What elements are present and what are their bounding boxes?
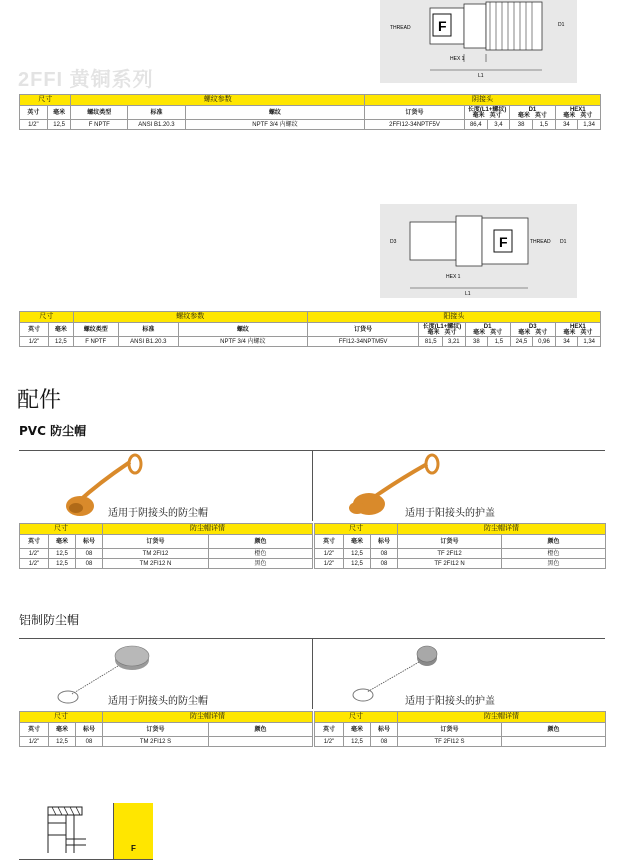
female-l1-label: L1 (478, 73, 484, 79)
cell-inch: 1/2" (315, 559, 344, 569)
col-d1-mm: 毫米 (473, 329, 486, 336)
col-hex-mm: 毫米 (563, 112, 576, 119)
group-size: 尺寸 (20, 524, 103, 535)
cell-thread-type: F NPTF (73, 337, 118, 347)
group-thread: 螺纹参数 (73, 312, 307, 323)
female-column-header-row (20, 106, 601, 120)
cell-color: 黑色 (502, 559, 606, 569)
table-row (315, 559, 606, 569)
col-hex-title: HEX1 (570, 323, 586, 330)
group-size: 尺寸 (20, 95, 71, 106)
cell-len-mm: 86,4 (464, 120, 487, 130)
col-length-in: 英寸 (444, 329, 457, 336)
group-size: 尺寸 (20, 712, 103, 723)
col-length-mm: 毫米 (472, 112, 485, 119)
cell-hex-mm: 34 (555, 120, 578, 130)
cell-mm: 12,5 (48, 337, 73, 347)
cell-d1-in: 1,5 (532, 120, 555, 130)
col-length-title: 长度(L1+螺纹) (467, 106, 507, 113)
col-d1 (510, 106, 555, 120)
series-title: 2FFI 黄铜系列 (18, 69, 154, 91)
col-d3 (510, 323, 555, 337)
cell-thread: NPTF 3/4 内螺纹 (178, 337, 307, 347)
male-coupler-drawing (380, 204, 577, 298)
col-order: 订货号 (398, 535, 502, 549)
col-d3-title: D3 (528, 323, 537, 330)
col-hex (555, 106, 600, 120)
cell-color (209, 737, 313, 747)
alu-left-caption: 适用于阴接头的防尘帽 (108, 696, 208, 707)
col-order: 订货号 (307, 323, 419, 337)
col-length (419, 323, 465, 337)
col-mm: 毫米 (344, 535, 371, 549)
footer-rule (19, 859, 153, 860)
cell-mm: 12,5 (344, 559, 371, 569)
table-row (315, 737, 606, 747)
cell-standard: ANSI B1.20.3 (128, 120, 186, 130)
female-thread-label: THREAD (390, 25, 411, 31)
cell-inch: 1/2" (20, 559, 49, 569)
col-mm: 毫米 (47, 106, 71, 120)
pvc-left-group-row (20, 524, 313, 535)
cell-code: 08 (76, 559, 103, 569)
cell-order: TF 2FI12 (398, 549, 502, 559)
group-thread: 螺纹参数 (71, 95, 365, 106)
cell-color: 黑色 (209, 559, 313, 569)
cell-order: TF 2FI12 N (398, 559, 502, 569)
col-thread: 螺纹 (185, 106, 364, 120)
female-group-header-row (20, 95, 601, 106)
alu-male-cover-table (314, 711, 606, 747)
group-size: 尺寸 (315, 524, 398, 535)
cell-mm: 12,5 (49, 549, 76, 559)
col-thread-type: 螺纹类型 (71, 106, 128, 120)
male-group-header-row (20, 312, 601, 323)
alu-right-group-row (315, 712, 606, 723)
cell-mm: 12,5 (49, 559, 76, 569)
male-l1-label: L1 (465, 291, 471, 297)
col-inch: 英寸 (315, 535, 344, 549)
cell-hex-in: 1,34 (578, 337, 601, 347)
col-d1-in: 英寸 (490, 329, 503, 336)
col-order: 订货号 (103, 535, 209, 549)
col-color: 颜色 (209, 723, 313, 737)
male-coupler-diagram (380, 204, 577, 298)
accessories-heading: 配件 (17, 388, 62, 413)
col-code: 标号 (371, 535, 398, 549)
col-color: 颜色 (502, 535, 606, 549)
thread-section-icon (44, 805, 88, 857)
cell-hex-in: 1,34 (578, 120, 601, 130)
cell-d3-in: 0,96 (533, 337, 556, 347)
cell-code: 08 (371, 737, 398, 747)
col-hex-in: 英寸 (580, 329, 593, 336)
col-hex-mm: 毫米 (563, 329, 576, 336)
female-coupler-table (19, 94, 601, 130)
col-order: 订货号 (398, 723, 502, 737)
male-hex-label: HEX 1 (446, 274, 461, 280)
cell-len-mm: 81,5 (419, 337, 443, 347)
cell-len-in: 3,4 (487, 120, 510, 130)
cell-thread: NPTF 3/4 内螺纹 (185, 120, 364, 130)
col-length (464, 106, 509, 120)
table-row (20, 120, 601, 130)
male-thread-label: THREAD (530, 239, 551, 245)
col-inch: 英寸 (315, 723, 344, 737)
cell-mm: 12,5 (47, 120, 71, 130)
male-coupler-table (19, 311, 601, 347)
cell-inch: 1/2" (20, 737, 49, 747)
female-hex-label: HEX 1 (450, 56, 465, 62)
group-coupler: 阴接头 (365, 95, 601, 106)
col-mm: 毫米 (49, 723, 76, 737)
male-d3-label: D3 (390, 239, 397, 245)
legend-f-box (114, 803, 153, 859)
table-row (315, 549, 606, 559)
group-details: 防尘帽详情 (398, 712, 606, 723)
cell-code: 08 (371, 549, 398, 559)
pvc-right-group-row (315, 524, 606, 535)
group-details: 防尘帽详情 (103, 712, 313, 723)
cell-order: FFI12-34NPTM5V (307, 337, 419, 347)
cell-code: 08 (371, 559, 398, 569)
cell-d3-mm: 24,5 (510, 337, 533, 347)
pvc-right-header-row (315, 535, 606, 549)
male-column-header-row (20, 323, 601, 337)
cell-color: 橙色 (209, 549, 313, 559)
cell-mm: 12,5 (344, 737, 371, 747)
alu-left-group-row (20, 712, 313, 723)
cell-code: 08 (76, 737, 103, 747)
pvc-male-cover-table (314, 523, 606, 569)
col-standard: 标准 (128, 106, 186, 120)
col-hex (555, 323, 600, 337)
col-thread-type: 螺纹类型 (73, 323, 118, 337)
female-coupler-drawing (380, 0, 577, 83)
col-length-title: 长度(L1+螺纹) (422, 323, 462, 330)
group-size: 尺寸 (315, 712, 398, 723)
col-mm: 毫米 (344, 723, 371, 737)
cell-mm: 12,5 (344, 549, 371, 559)
group-coupler: 阳接头 (307, 312, 600, 323)
alu-heading: 铝制防尘帽 (19, 613, 80, 627)
col-code: 标号 (76, 723, 103, 737)
cell-inch: 1/2" (315, 549, 344, 559)
col-d1-title: D1 (483, 323, 492, 330)
cell-standard: ANSI B1.20.3 (118, 337, 178, 347)
male-letter-f: F (499, 234, 508, 250)
col-d1 (465, 323, 510, 337)
cell-code: 08 (76, 549, 103, 559)
pvc-heading: PVC 防尘帽 (19, 424, 87, 438)
col-order: 订货号 (365, 106, 465, 120)
col-d3-in: 英寸 (535, 329, 548, 336)
cell-inch: 1/2" (315, 737, 344, 747)
alu-right-header-row (315, 723, 606, 737)
alu-divider (312, 638, 313, 709)
col-inch: 英寸 (20, 723, 49, 737)
table-row (20, 559, 313, 569)
cell-len-in: 3,21 (443, 337, 466, 347)
col-color: 颜色 (502, 723, 606, 737)
col-hex-title: HEX1 (569, 106, 586, 113)
pvc-right-caption: 适用于阳接头的护盖 (405, 508, 495, 519)
group-details: 防尘帽详情 (103, 524, 313, 535)
cell-color (502, 737, 606, 747)
female-letter-f: F (438, 18, 447, 34)
cell-inch: 1/2" (20, 549, 49, 559)
col-d1-mm: 毫米 (517, 112, 530, 119)
cell-inch: 1/2" (20, 120, 48, 130)
cell-inch: 1/2" (20, 337, 49, 347)
cell-mm: 12,5 (49, 737, 76, 747)
group-size: 尺寸 (20, 312, 74, 323)
col-code: 标号 (76, 535, 103, 549)
col-mm: 毫米 (49, 535, 76, 549)
table-row (20, 337, 601, 347)
col-code: 标号 (371, 723, 398, 737)
cell-d1-in: 1,5 (488, 337, 511, 347)
alu-female-cap-table (19, 711, 313, 747)
alu-right-caption: 适用于阳接头的护盖 (405, 696, 495, 707)
male-d1-label: D1 (560, 239, 567, 245)
table-row (20, 737, 313, 747)
pvc-left-header-row (20, 535, 313, 549)
cell-order: TM 2FI12 N (103, 559, 209, 569)
col-standard: 标准 (118, 323, 178, 337)
col-inch: 英寸 (20, 323, 49, 337)
col-d3-mm: 毫米 (518, 329, 531, 336)
cell-hex-mm: 34 (555, 337, 578, 347)
cell-order: TF 2FI12 S (398, 737, 502, 747)
col-length-in: 英寸 (489, 112, 502, 119)
col-order: 订货号 (103, 723, 209, 737)
col-mm: 毫米 (48, 323, 73, 337)
col-hex-in: 英寸 (580, 112, 593, 119)
pvc-divider (312, 450, 313, 521)
cell-order: TM 2FI12 S (103, 737, 209, 747)
pvc-left-caption: 适用于阴接头的防尘帽 (108, 508, 208, 519)
cell-order: 2FFI12-34NPTF5V (365, 120, 465, 130)
female-coupler-diagram (380, 0, 577, 83)
col-inch: 英寸 (20, 535, 49, 549)
col-thread: 螺纹 (178, 323, 307, 337)
female-d1-label: D1 (558, 22, 565, 28)
alu-left-header-row (20, 723, 313, 737)
cell-d1-mm: 38 (510, 120, 533, 130)
cell-thread-type: F NPTF (71, 120, 128, 130)
col-d1-in: 英寸 (534, 112, 547, 119)
group-details: 防尘帽详情 (398, 524, 606, 535)
table-row (20, 549, 313, 559)
legend-f-label: F (131, 844, 136, 853)
pvc-female-cap-table (19, 523, 313, 569)
col-length-mm: 毫米 (427, 329, 440, 336)
cell-order: TM 2FI12 (103, 549, 209, 559)
cell-d1-mm: 38 (465, 337, 488, 347)
col-d1-title: D1 (528, 106, 537, 113)
col-color: 颜色 (209, 535, 313, 549)
col-inch: 英寸 (20, 106, 48, 120)
cell-color: 橙色 (502, 549, 606, 559)
